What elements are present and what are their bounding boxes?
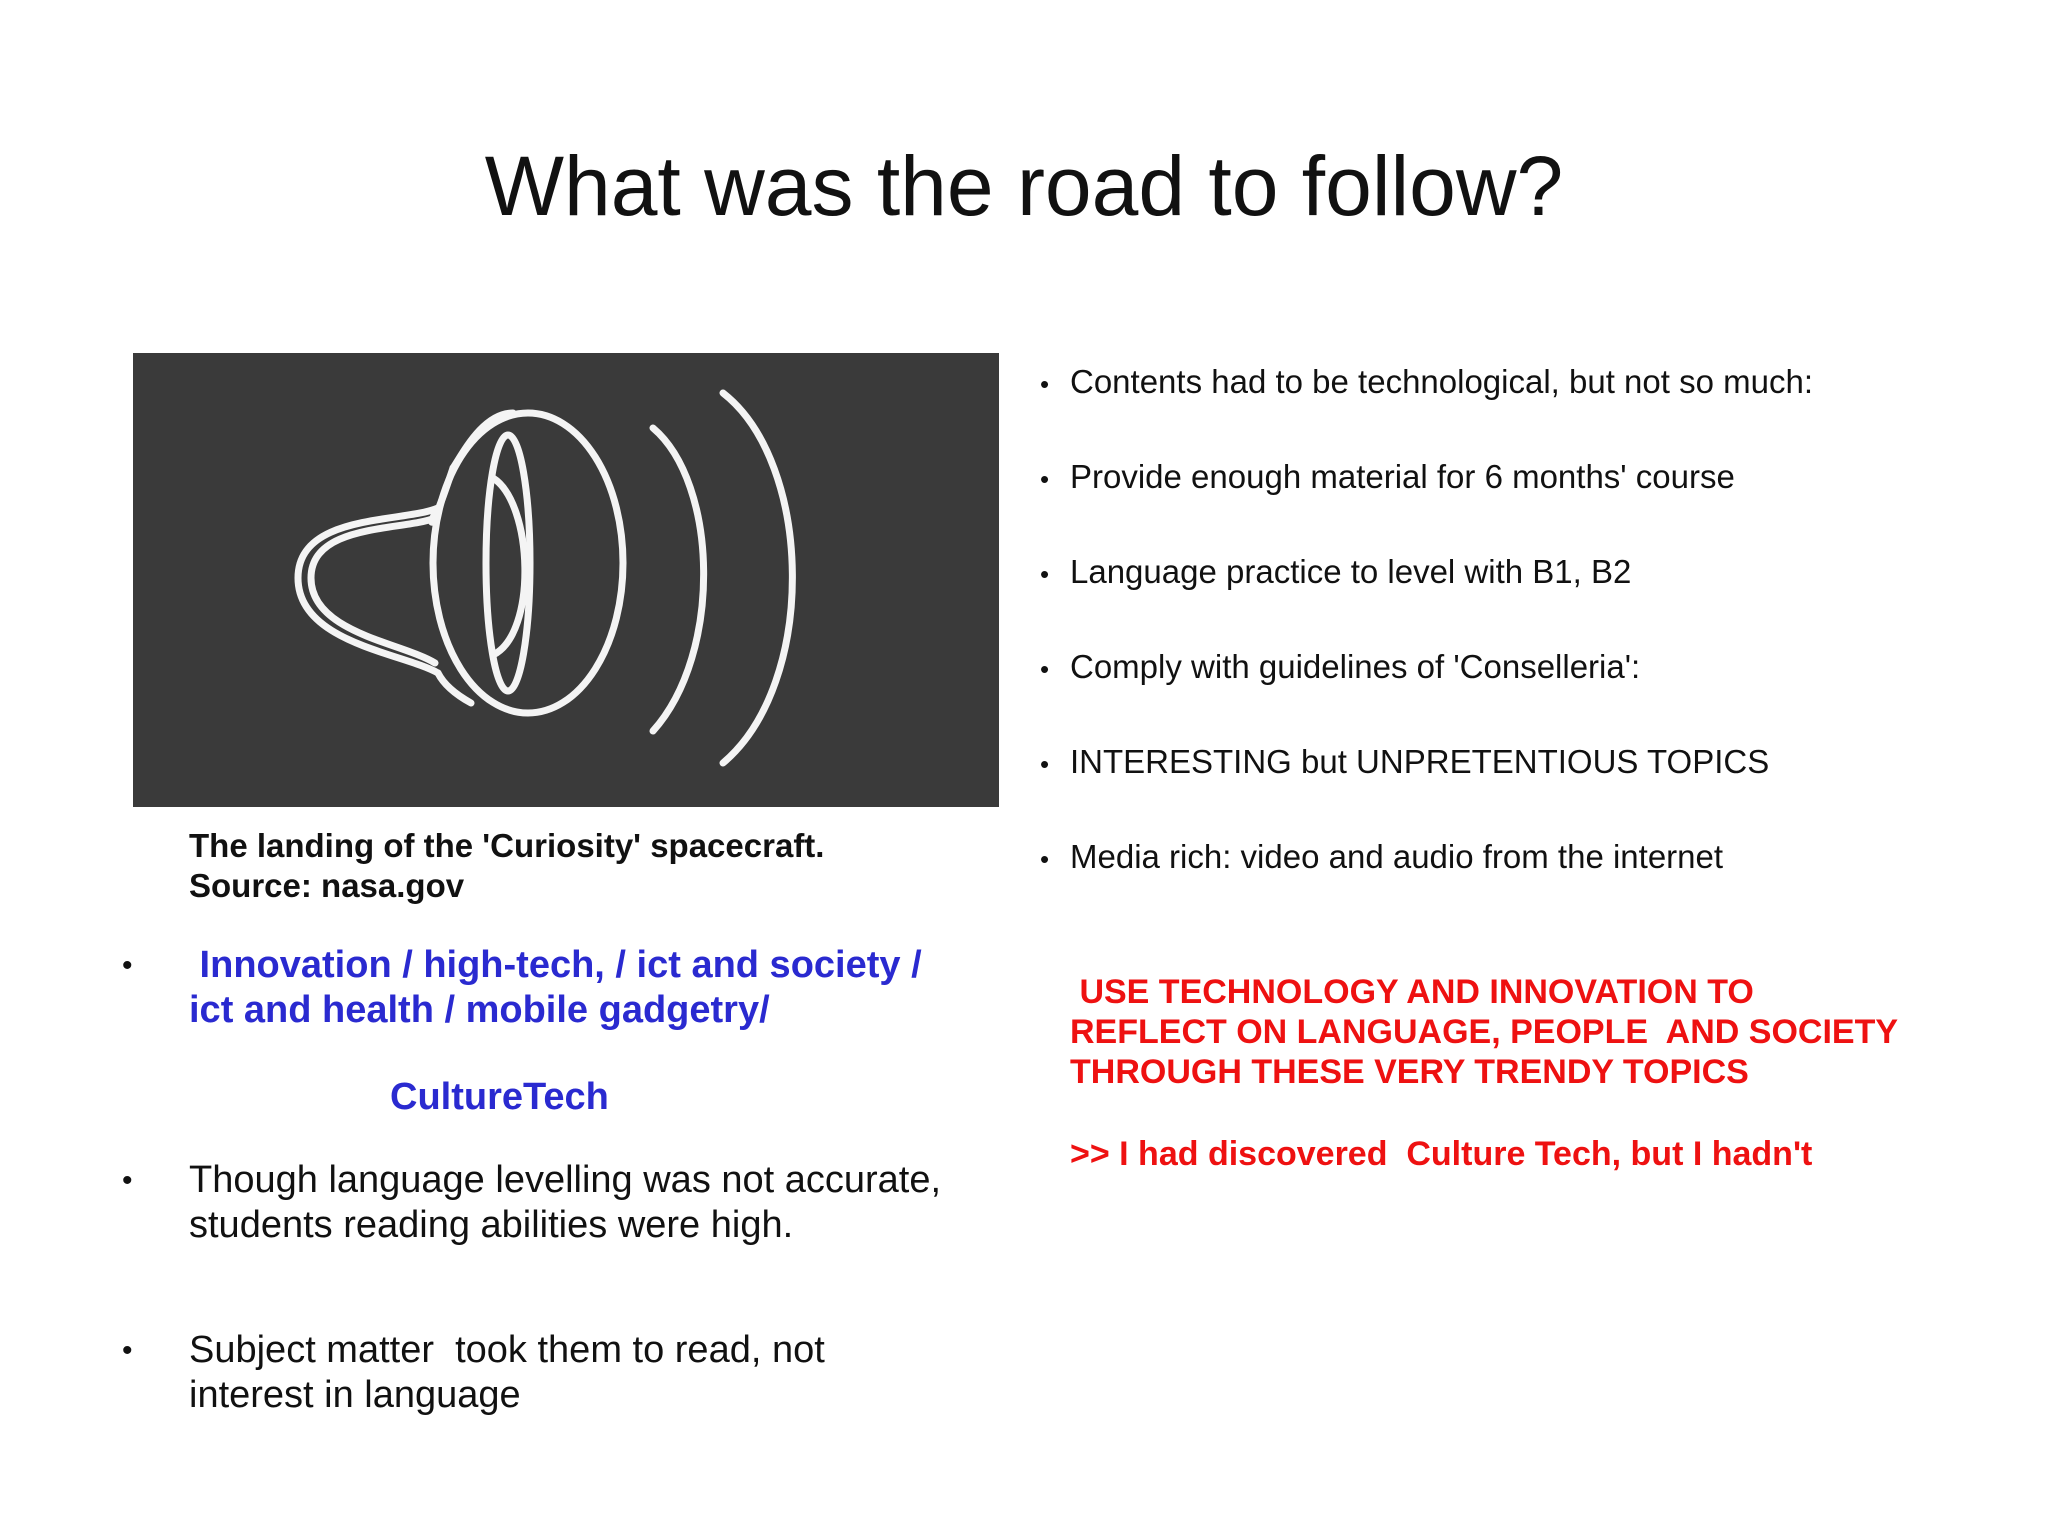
subject-text (189, 1328, 1019, 1418)
right-bullet-text: Media rich: video and audio from the internet (1070, 838, 1724, 875)
right-bullet-text: Provide enough material for 6 months' course (1070, 458, 1735, 495)
right-bullet-item (1040, 457, 1735, 499)
bullet-marker: • (1040, 369, 1050, 399)
levelling-line-1: Though language levelling was not accurate, (189, 1159, 942, 1201)
slide-title: What was the road to follow? (484, 139, 1564, 233)
topics-text (189, 943, 1019, 1033)
callout-line-2: REFLECT ON LANGUAGE, PEOPLE AND SOCIETY (1070, 1013, 1899, 1051)
right-bullet-item (1040, 552, 1631, 594)
image-caption (189, 826, 1009, 906)
callout-line-1: USE TECHNOLOGY AND INNOVATION TO (1070, 973, 1754, 1011)
bullet-marker: • (1040, 559, 1050, 589)
levelling-text (189, 1158, 1019, 1248)
topics-line-1: Innovation / high-tech, / ict and society / (189, 944, 922, 986)
levelling-line-2: students reading abilities were high. (189, 1204, 794, 1246)
media-player[interactable] (133, 353, 999, 807)
callout-statement (1070, 972, 1898, 1092)
right-bullet-item (1040, 647, 1640, 689)
bullet-marker: • (1040, 654, 1050, 684)
bullet-marker: • (1040, 749, 1050, 779)
right-bullet-item (1040, 837, 1723, 879)
right-bullet-text: Language practice to level with B1, B2 (1070, 553, 1632, 590)
right-bullet-item (1040, 362, 1813, 404)
bullet-marker: • (122, 1334, 133, 1367)
bullet-marker: • (122, 949, 133, 982)
speaker-audio-icon (133, 353, 999, 807)
subject-line-1: Subject matter took them to read, not (189, 1329, 825, 1371)
subject-line-2: interest in language (189, 1374, 521, 1416)
bullet-marker: • (1040, 464, 1050, 494)
bullet-marker: • (122, 1164, 133, 1197)
right-bullet-text: Contents had to be technological, but not so much: (1070, 363, 1813, 400)
right-bullet-item (1040, 742, 1769, 784)
topics-line-2: ict and health / mobile gadgetry/ (189, 989, 770, 1031)
caption-source: Source: nasa.gov (189, 867, 465, 904)
right-bullet-text: Comply with guidelines of 'Conselleria': (1070, 648, 1641, 685)
culture-tech-label: CultureTech (390, 1076, 609, 1118)
bullet-marker: • (1040, 844, 1050, 874)
callout-note: >> I had discovered Culture Tech, but I hadn't (1070, 1135, 1813, 1173)
right-bullet-text: INTERESTING but UNPRETENTIOUS TOPICS (1070, 743, 1770, 780)
caption-title: The landing of the 'Curiosity' spacecraft. (189, 827, 825, 864)
callout-line-3: THROUGH THESE VERY TRENDY TOPICS (1070, 1053, 1749, 1091)
